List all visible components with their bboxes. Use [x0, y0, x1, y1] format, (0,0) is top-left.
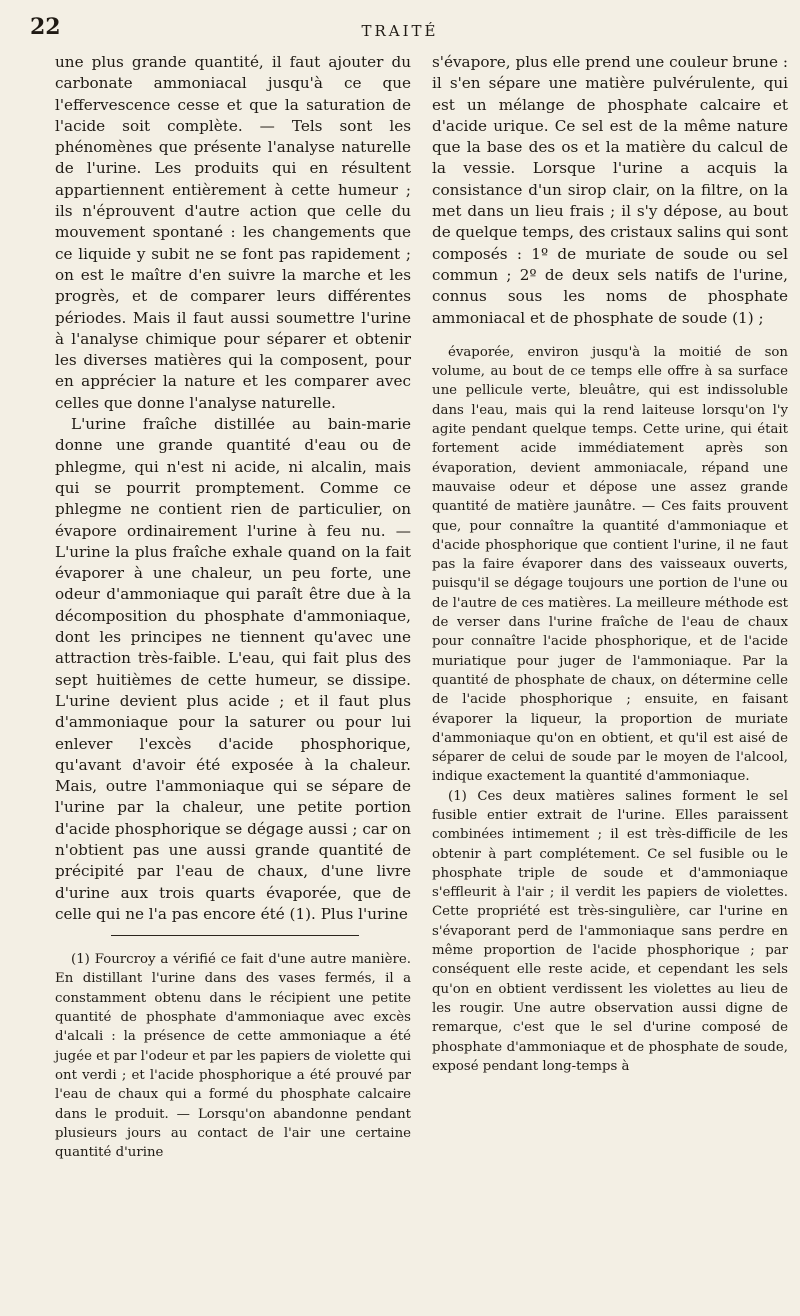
- page-number: 22: [30, 14, 61, 40]
- page-header: [0, 14, 800, 44]
- left-paragraph-1: une plus grande quantité, il faut ajouter du carbonate ammoniacal jusqu'à ce que l'effervescence cesse et que la saturation de l'acide soit complète. — Tels sont les phénomènes que présente l'analyse naturelle de l'urine. Les produits qui en résultent appartiennent entièrement à cette humeur ; ils n'éprouvent d'autre action que celle du mouvement spontané : les changements que ce liquide y subit ne se font pas rapidement ; on est le maître d'en suivre la marche et les progrès, et de comparer leurs différentes périodes. Mais il faut aussi soumettre l'urine à l'analyse chimique pour séparer et obtenir les diverses matières qui la composent, pour en apprécier la nature et les comparer avec celles que donne l'analyse naturelle.: [55, 53, 411, 412]
- running-head: TRAITÉ: [361, 22, 439, 40]
- column-gap: [432, 329, 788, 343]
- right-paragraph-1: s'évapore, plus elle prend une couleur brune : il s'en sépare une matière pulvérulente, qui est un mélange de phosphate calcaire et d'acide urique. Ce sel est de la même nature que la base des os et la matière du calcul de la vessie. Lorsque l'urine a acquis la consistance d'un sirop clair, on la filtre, on la met dans un lieu frais ; il s'y dépose, au bout de quelque temps, des cristaux salins qui sont composés : 1º de muriate de soude ou sel commun ; 2º de deux sels natifs de l'urine, connus sous les noms de phosphate ammoniacal et de phosphate de soude (1) ;: [432, 53, 788, 327]
- left-footnote: (1) Fourcroy a vérifié ce fait d'une autre manière. En distillant l'urine dans des vases fermés, il a constamment obtenu dans le récipient une petite quantité de phosphate d'ammoniaque avec excès d'alcali : la présence de cette ammoniaque a été jugée et par l'odeur et par les papiers de violette qui ont verdi ; et l'acide phosphorique a été prouvé par l'eau de chaux qui a formé du phosphate calcaire dans le produit. — Lorsqu'on abandonne pendant plusieurs jours au contact de l'air une certaine quantité d'urine: [55, 952, 411, 1161]
- footnote-rule: [111, 935, 359, 936]
- left-column: [55, 52, 411, 1162]
- left-paragraph-2: L'urine fraîche distillée au bain-marie donne une grande quantité d'eau ou de phlegme, qui n'est ni acide, ni alcalin, mais qui se pourrit promptement. Comme ce phlegme ne contient rien de particulier, on évapore ordinairement l'urine à feu nu. — L'urine la plus fraîche exhale quand on la fait évaporer à une chaleur, un peu forte, une odeur d'ammoniaque qui paraît être due à la décomposition du phosphate d'ammoniaque, dont les principes ne tiennent qu'avec une attraction très-faible. L'eau, qui fait plus des sept huitièmes de cette humeur, se dissipe. L'urine devient plus acide ; et il faut plus d'ammoniaque pour la saturer ou pour lui enlever l'excès d'acide phosphorique, qu'avant d'avoir été exposée à la chaleur. Mais, outre l'ammoniaque qui se sépare de l'urine par la chaleur, une petite portion d'acide phosphorique se dégage aussi ; car on n'obtient pas une aussi grande quantité de précipité par l'eau de chaux, d'une livre d'urine aux trois quarts évaporée, que de celle qui ne l'a pas encore été (1). Plus l'urine: [55, 415, 411, 923]
- right-paragraph-2: évaporée, environ jusqu'à la moitié de son volume, au bout de ce temps elle offre à sa surface une pellicule verte, bleuâtre, qui est indissoluble dans l'eau, mais qui la rend laiteuse lorsqu'on l'y agite pendant quelque temps. Cette urine, qui était fortement acide immédiatement après son évaporation, devient ammoniacale, répand une mauvaise odeur et dépose une assez grande quantité de matière jaunâtre. — Ces faits prouvent que, pour connaître la quantité d'ammoniaque et d'acide phosphorique que contient l'urine, il ne faut pas la faire évaporer dans des vaisseaux ouverts, puisqu'il se dégage toujours une portion de l'une ou de l'autre de ces matières. La meilleure méthode est de verser dans l'urine fraîche de l'eau de chaux pour connaître l'acide phosphorique, et de l'acide muriatique pour juger de l'ammoniaque. Par la quantité de phosphate de chaux, on détermine celle de l'acide phosphorique ; ensuite, en faisant évaporer la liqueur, la proportion de muriate d'ammoniaque qu'on en obtient, et qu'il est aisé de séparer de celui de soude par le moyen de l'alcool, indique exactement la quantité d'ammoniaque.: [432, 344, 788, 785]
- right-footnote: (1) Ces deux matières salines forment le sel fusible entier extrait de l'urine. Elles paraissent combinées intimement ; il est très-difficile de les obtenir à part complétement. Ce sel fusible ou le phosphate triple de soude et d'ammoniaque s'effleurit à l'air ; il verdit les papiers de violettes. Cette propriété est très-singulière, car l'urine en s'évaporant perd de l'ammoniaque sans perdre en même proportion de l'acide phosphorique ; par conséquent elle reste acide, et cependant les sels qu'on en obtient verdissent les violettes au lieu de les rougir. Une autre observation aussi digne de remarque, c'est que le sel d'urine composé de phosphate d'ammoniaque et de phosphate de soude, exposé pendant long-temps à: [432, 788, 788, 1074]
- right-column: [432, 52, 788, 1076]
